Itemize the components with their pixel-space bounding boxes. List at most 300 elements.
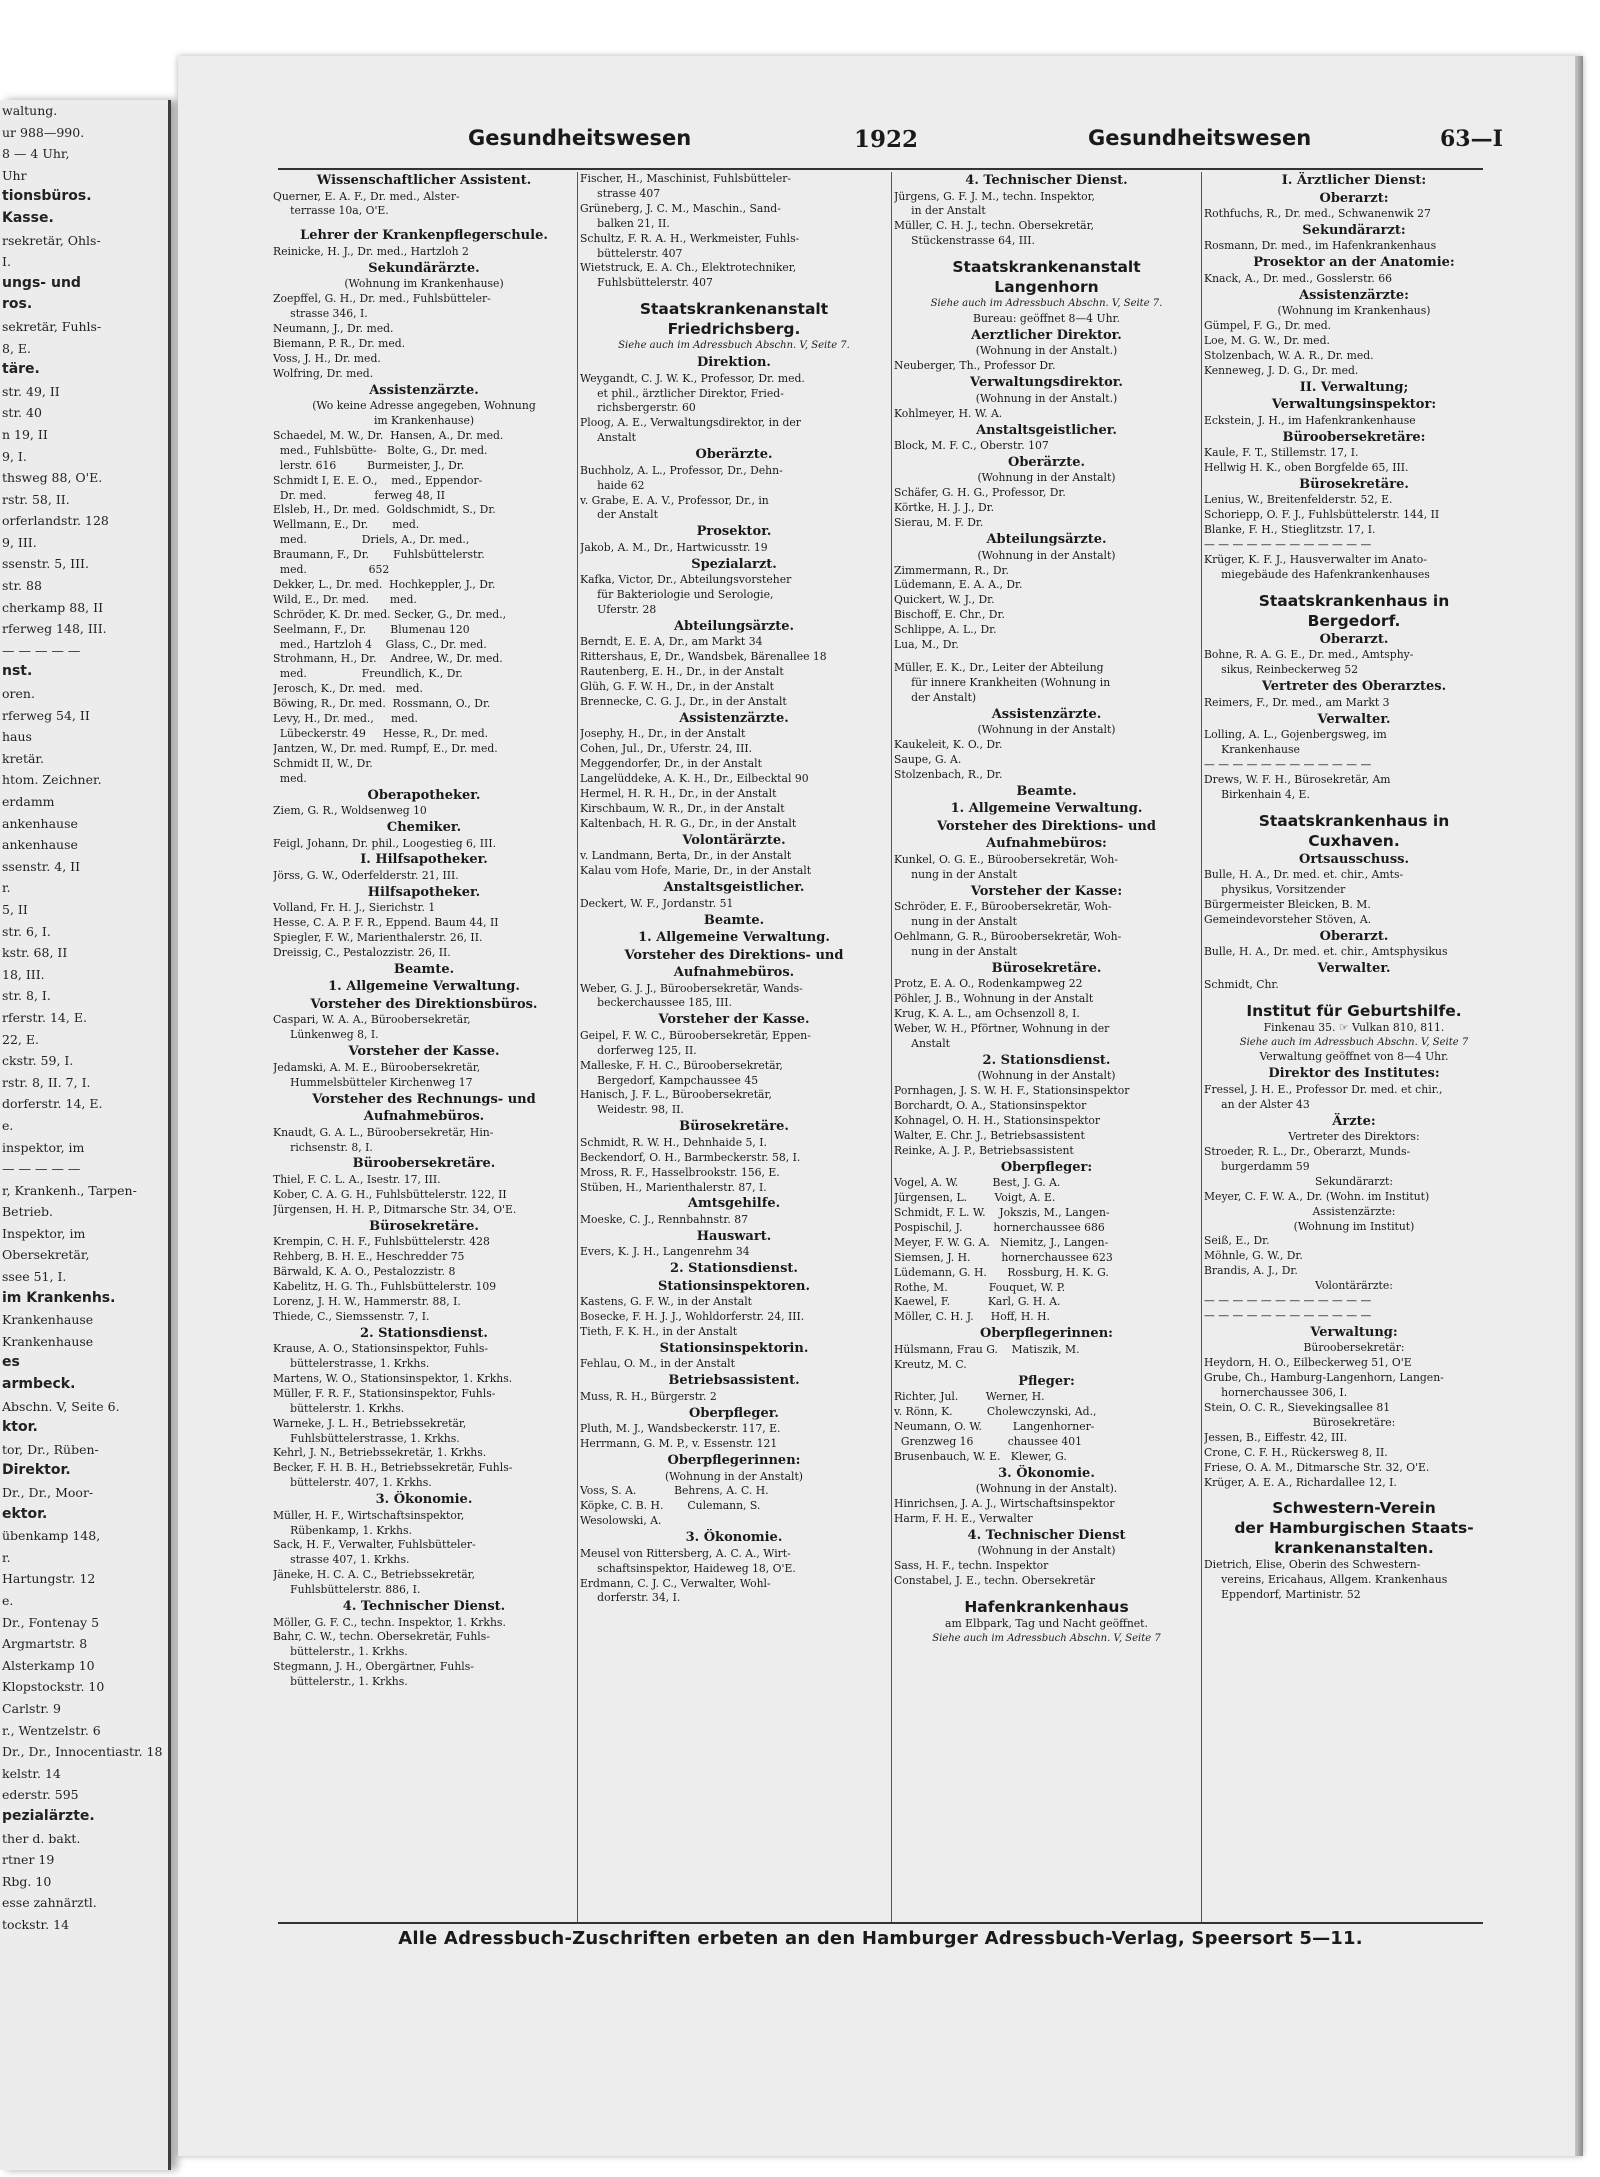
section-heading: 3. Ökonomie.	[685, 1530, 783, 1546]
strip-line: 8 — 4 Uhr,	[2, 146, 70, 162]
strip-line: orferlandstr. 128	[2, 513, 109, 529]
entry-line: Meyer, F. W. G. A. Niemitz, J., Langen-	[894, 1235, 1109, 1249]
entry-line: strasse 407	[580, 186, 661, 200]
strip-line: Alsterkamp 10	[2, 1657, 95, 1673]
strip-line: n 19, II	[2, 426, 48, 442]
header-right-title: Gesundheitswesen	[1088, 126, 1312, 150]
entry-line: Kaewel, F. Karl, G. H. A.	[894, 1295, 1061, 1309]
strip-line: r.	[2, 1549, 11, 1565]
section-heading: Aufnahmebüros.	[363, 1109, 485, 1125]
entry-line: Jäneke, H. C. A. C., Betriebssekretär,	[273, 1568, 476, 1582]
entry-line: Hermel, H. R. H., Dr., in der Anstalt	[580, 787, 777, 801]
entry-line: hornerchaussee 306, I.	[1204, 1386, 1348, 1400]
entry-line: Schlippe, A. L., Dr.	[894, 623, 997, 637]
strip-line: rferweg 54, II	[2, 707, 90, 723]
section-heading: I. Hilfsapotheker.	[360, 852, 488, 868]
institution-title: Staatskrankenanstalt	[952, 258, 1141, 277]
entry-line: Stolzenbach, R., Dr.	[894, 767, 1003, 781]
entry-line: richsenstr. 8, I.	[273, 1140, 373, 1154]
entry-line: Weidestr. 98, II.	[580, 1103, 684, 1117]
section-heading: Volontärärzte.	[682, 832, 786, 848]
section-heading: Beamte.	[1016, 783, 1077, 799]
entry-line: haide 62	[580, 478, 645, 492]
entry-line: Krause, A. O., Stationsinspektor, Fuhls-	[273, 1342, 489, 1356]
entry-line: — — — — — — — — — — — —	[1204, 757, 1372, 771]
entry-line: der Anstalt	[580, 508, 658, 522]
entry-line: der Anstalt)	[894, 690, 977, 704]
entry-line: Moeske, C. J., Rennbahnstr. 87	[580, 1212, 748, 1226]
entry-line: Jakob, A. M., Dr., Hartwicusstr. 19	[580, 540, 768, 554]
strip-line: ther d. bakt.	[2, 1830, 81, 1846]
entry-line: Feigl, Johann, Dr. phil., Loogestieg 6, III.	[273, 836, 497, 850]
section-heading: Oberärzte.	[1008, 454, 1085, 470]
section-heading: Aufnahmebüros:	[986, 836, 1107, 852]
section-heading: Bürosekretäre.	[1299, 476, 1409, 492]
entry-line: Bureau: geöffnet 8—4 Uhr.	[973, 312, 1120, 326]
section-heading: Hauswart.	[696, 1228, 772, 1244]
entry-line: Jantzen, W., Dr. med. Rumpf, E., Dr. med.	[273, 741, 498, 755]
entry-line: (Wohnung in der Anstalt)	[977, 548, 1116, 562]
entry-line: Fuhlsbüttelerstr. 407	[580, 276, 713, 290]
entry-line: im Krankenhause)	[373, 413, 475, 427]
entry-line: Meggendorfer, Dr., in der Anstalt	[580, 757, 762, 771]
section-heading: 2. Stationsdienst.	[360, 1325, 488, 1341]
entry-line: Lübeckerstr. 49 Hesse, R., Dr. med.	[273, 727, 489, 740]
entry-line: Anstalt	[894, 1036, 951, 1050]
strip-line: ankenhause	[2, 815, 78, 831]
entry-line: Knaudt, G. A. L., Büroobersekretär, Hin-	[273, 1125, 494, 1139]
entry-line: Seiß, E., Dr.	[1204, 1234, 1270, 1248]
entry-line: Voss, J. H., Dr. med.	[273, 351, 381, 365]
entry-line: Protz, E. A. O., Rodenkampweg 22	[894, 977, 1083, 991]
section-heading: I. Ärztlicher Dienst:	[1281, 173, 1427, 188]
entry-line: Meusel von Rittersberg, A. C. A., Wirt-	[580, 1546, 791, 1560]
entry-line: Thiel, F. C. L. A., Isestr. 17, III.	[273, 1172, 441, 1186]
entry-line: nung in der Anstalt	[894, 944, 1017, 958]
section-heading: Aufnahmebüros.	[673, 965, 795, 981]
strip-line: ungs- und	[2, 274, 81, 291]
entry-line: et phil., ärztlicher Direktor, Fried-	[580, 386, 784, 400]
entry-line: Dietrich, Elise, Oberin des Schwestern-	[1204, 1558, 1421, 1572]
entry-line: (Wohnung in der Anstalt)	[977, 471, 1116, 485]
entry-line: Stückenstrasse 64, III.	[894, 234, 1035, 248]
entry-line: Bischoff, E. Chr., Dr.	[894, 608, 1005, 622]
entry-line: Hesse, C. A. P. F. R., Eppend. Baum 44, II	[273, 916, 499, 930]
entry-line: Schmidt, R. W. H., Dehnhaide 5, I.	[580, 1135, 767, 1149]
section-heading: Büroobersekretäre:	[1282, 429, 1426, 445]
entry-line: Volland, Fr. H. J., Sierichstr. 1	[273, 901, 436, 915]
entry-line: Sierau, M. F. Dr.	[894, 516, 984, 530]
entry-line: Müller, H. F., Wirtschaftsinspektor,	[273, 1508, 465, 1522]
strip-line: tionsbüros.	[2, 188, 92, 205]
strip-line: ros.	[2, 296, 33, 313]
institution-title: Staatskrankenhaus in	[1258, 591, 1450, 610]
section-heading: Verwaltungsinspektor:	[1271, 397, 1437, 413]
entry-line: Tieth, F. K. H., in der Anstalt	[580, 1325, 738, 1339]
entry-line: Grube, Ch., Hamburg-Langenhorn, Langen-	[1204, 1371, 1444, 1385]
entry-line: — — — — — — — — — — — —	[1204, 1309, 1372, 1322]
section-heading: Prosektor an der Anatomie:	[1253, 255, 1455, 271]
entry-line: büttelerstr., 1. Krkhs.	[273, 1645, 408, 1659]
entry-line: (Wohnung in der Anstalt.)	[975, 391, 1118, 405]
entry-line: (Wohnung in der Anstalt)	[977, 1544, 1116, 1558]
section-heading: Verwaltungsdirektor.	[970, 375, 1123, 391]
entry-line: Vertreter des Direktors:	[1288, 1130, 1420, 1144]
entry-line: schaftsinspektor, Haideweg 18, O'E.	[580, 1561, 796, 1575]
entry-line: Glüh, G. F. W. H., Dr., in der Anstalt	[580, 680, 774, 694]
entry-line: Heydorn, H. O., Eilbeckerweg 51, O'E	[1204, 1356, 1412, 1370]
strip-line: tor, Dr., Rüben-	[2, 1441, 99, 1457]
entry-line: Rautenberg, E. H., Dr., in der Anstalt	[580, 665, 784, 679]
entry-line: Bulle, H. A., Dr. med. et. chir., Amtsphysikus	[1204, 945, 1448, 959]
strip-line: Dr., Dr., Moor-	[2, 1485, 94, 1500]
strip-line: Argmartstr. 8	[2, 1636, 88, 1652]
entry-line: Büroobersekretär:	[1303, 1341, 1405, 1355]
section-heading: Oberarzt:	[1319, 190, 1389, 206]
section-heading: Bürosekretäre.	[991, 960, 1102, 976]
strip-line: 18, III.	[2, 966, 45, 982]
entry-line: an der Alster 43	[1204, 1097, 1310, 1111]
entry-line: Braumann, F., Dr. Fuhlsbüttelerstr.	[273, 548, 485, 562]
entry-line: Bärwald, K. A. O., Pestalozzistr. 8	[273, 1264, 456, 1278]
entry-line: Ploog, A. E., Verwaltungsdirektor, in der	[580, 416, 801, 430]
entry-line: Jörss, G. W., Oderfelderstr. 21, III.	[273, 868, 459, 882]
strip-line: rferstr. 14, E.	[2, 1009, 87, 1025]
entry-line: Schaedel, M. W., Dr. Hansen, A., Dr. med.	[273, 428, 504, 442]
entry-line: physikus, Vorsitzender	[1204, 883, 1346, 897]
section-heading: 1. Allgemeine Verwaltung.	[950, 801, 1143, 817]
entry-line: Jessen, B., Eiffestr. 42, III.	[1204, 1430, 1348, 1444]
strip-line: r, Krankenh., Tarpen-	[2, 1182, 137, 1198]
strip-line: e.	[2, 1592, 14, 1608]
entry-line: Schmidt I, E. E. O., med., Eppendor-	[273, 473, 483, 487]
section-heading: Assistenzärzte:	[1299, 287, 1409, 303]
strip-line: armbeck.	[2, 1376, 76, 1393]
entry-line: Wesolowski, A.	[580, 1514, 662, 1528]
entry-line	[894, 1589, 1199, 1597]
entry-line: Zimmermann, R., Dr.	[894, 563, 1009, 577]
strip-line: Direktor.	[2, 1462, 71, 1479]
entry-line: (Wohnung in der Anstalt)	[977, 723, 1116, 737]
entry-line: Stüben, H., Marienthalerstr. 87, I.	[580, 1180, 767, 1194]
column-1	[273, 172, 575, 1920]
header-year: 1922	[854, 126, 919, 153]
entry-line: Weber, W. H., Pförtner, Wohnung in der	[894, 1021, 1110, 1035]
entry-line	[273, 219, 575, 227]
entry-line: büttelerstr. 407	[580, 246, 683, 260]
section-heading: Oberärzte.	[695, 447, 773, 463]
entry-line: Brandis, A. J., Dr.	[1204, 1264, 1298, 1278]
entry-line: Kohlmeyer, H. W. A.	[894, 406, 1003, 420]
entry-line: Kalau vom Hofe, Marie, Dr., in der Anstalt	[580, 864, 812, 878]
entry-line: Fehlau, O. M., in der Anstalt	[580, 1357, 735, 1371]
section-heading: Ortsausschuss.	[1299, 851, 1409, 867]
strip-line: oren.	[2, 686, 35, 702]
entry-line: Kohnagel, O. H. H., Stationsinspektor	[894, 1113, 1101, 1127]
entry-line: Malleske, F. H. C., Büroobersekretär,	[580, 1058, 783, 1072]
entry-line: Rübenkamp, 1. Krkhs.	[273, 1523, 412, 1537]
entry-line: Hülsmann, Frau G. Matiszik, M.	[894, 1342, 1080, 1356]
entry-line: Wolfring, Dr. med.	[273, 366, 374, 380]
entry-line: Kabelitz, H. G. Th., Fuhlsbüttelerstr. 109	[273, 1279, 497, 1293]
section-heading: 2. Stationsdienst.	[670, 1261, 798, 1277]
entry-line: — — — — — — — — — — — —	[1204, 538, 1372, 552]
entry-line: Biemann, P. R., Dr. med.	[273, 336, 406, 350]
strip-line: Obersekretär,	[2, 1247, 90, 1263]
column-divider	[1201, 172, 1202, 1922]
strip-line: kelstr. 14	[2, 1765, 61, 1781]
entry-line: Kaltenbach, H. R. G., Dr., in der Anstalt	[580, 816, 797, 830]
entry-line	[1204, 803, 1504, 811]
strip-line: dorferstr. 14, E.	[2, 1096, 103, 1112]
entry-line: terrasse 10a, O'E.	[273, 204, 389, 218]
entry-line: Krug, K. A. L., am Ochsenzoll 8, I.	[894, 1007, 1080, 1021]
entry-line: Rothfuchs, R., Dr. med., Schwanenwik 27	[1204, 207, 1431, 220]
section-heading: Lehrer der Krankenpflegerschule.	[300, 228, 548, 244]
entry-line: Friese, O. A. M., Ditmarsche Str. 32, O'E.	[1204, 1460, 1430, 1474]
entry-line: Grüneberg, J. C. M., Maschin., Sand-	[580, 201, 781, 215]
cross-reference: Siehe auch im Adressbuch Abschn. V, Seite 7.	[930, 298, 1163, 310]
entry-line: Kreutz, M. C.	[894, 1357, 967, 1371]
entry-line: Weygandt, C. J. W. K., Professor, Dr. med.	[580, 371, 805, 385]
strip-line: Betrieb.	[2, 1204, 53, 1220]
entry-line: lerstr. 616 Burmeister, J., Dr.	[273, 458, 465, 472]
strip-line: str. 8, I.	[2, 988, 51, 1004]
entry-line	[894, 249, 1199, 257]
entry-line: Quickert, W. J., Dr.	[894, 593, 995, 607]
strip-line: ur 988—990.	[2, 124, 85, 140]
entry-line: Martens, W. O., Stationsinspektor, 1. Krkhs.	[273, 1371, 513, 1385]
strip-line: rferweg 148, III.	[2, 621, 107, 637]
entry-line: Weber, G. J. J., Büroobersekretär, Wands-	[580, 981, 803, 995]
entry-line: (Wo keine Adresse angegeben, Wohnung	[312, 399, 536, 413]
section-heading: Beamte.	[703, 912, 765, 928]
strip-line: thsweg 88, O'E.	[2, 470, 103, 486]
cross-reference: Siehe auch im Adressbuch Abschn. V, Seite 7	[932, 1632, 1161, 1644]
entry-line: Kunkel, O. G. E., Büroobersekretär, Woh-	[894, 852, 1118, 866]
entry-line: Gemeindevorsteher Stöven, A.	[1204, 912, 1372, 926]
strip-line: — — — — —	[2, 642, 81, 658]
section-heading: Assistenzärzte.	[369, 382, 479, 398]
strip-line: ektor.	[2, 1505, 48, 1522]
entry-line	[580, 291, 888, 299]
entry-line: Walter, E. Chr. J., Betriebsassistent	[894, 1128, 1085, 1142]
section-heading: Oberpflegerinnen:	[980, 1326, 1113, 1342]
entry-line: Block, M. F. C., Oberstr. 107	[894, 439, 1049, 453]
strip-line: str. 40	[2, 405, 42, 421]
entry-line: büttelerstr. 407, 1. Krkhs.	[273, 1476, 432, 1490]
section-heading: Pfleger:	[1018, 1373, 1075, 1389]
entry-line: Voss, S. A. Behrens, A. C. H.	[580, 1484, 769, 1498]
entry-line: Josephy, H., Dr., in der Anstalt	[580, 727, 746, 741]
entry-line: nung in der Anstalt	[894, 915, 1017, 928]
entry-line: Bohne, R. A. G. E., Dr. med., Amtsphy-	[1204, 648, 1414, 662]
entry-line: (Wohnung in der Anstalt)	[977, 1069, 1116, 1083]
entry-line: med. Freundlich, K., Dr.	[273, 667, 463, 681]
institution-title: der Hamburgischen Staats-	[1234, 1519, 1474, 1538]
header-rule	[278, 168, 1483, 170]
entry-line: v. Landmann, Berta, Dr., in der Anstalt	[580, 849, 792, 863]
section-heading: Verwaltung:	[1310, 1324, 1398, 1340]
entry-line: Bergedorf, Kampchaussee 45	[580, 1073, 759, 1087]
section-heading: Vorsteher der Kasse.	[658, 1012, 810, 1028]
section-heading: Ärzte:	[1332, 1113, 1376, 1129]
entry-line: Reinke, A. J. P., Betriebsassistent	[894, 1143, 1074, 1157]
entry-line: Erdmann, C. J. C., Verwalter, Wohl-	[580, 1576, 771, 1590]
entry-line: (Wohnung im Institut)	[1293, 1219, 1415, 1233]
entry-line: Blanke, F. H., Stieglitzstr. 17, I.	[1204, 523, 1376, 537]
strip-line: 9, I.	[2, 448, 27, 464]
entry-line: (Wohnung im Krankenhaus)	[1277, 304, 1431, 318]
strip-line: tockstr. 14	[2, 1916, 70, 1932]
entry-line: Sass, H. F., techn. Inspektor	[894, 1559, 1049, 1573]
entry-line: Fressel, J. H. E., Professor Dr. med. et chir.,	[1204, 1082, 1443, 1096]
entry-line	[1204, 993, 1504, 1001]
entry-line: Harm, F. H. E., Verwalter	[894, 1511, 1033, 1525]
entry-line: Hinrichsen, J. A. J., Wirtschaftsinspektor	[894, 1497, 1115, 1510]
institution-title: Hafenkrankenhaus	[964, 1598, 1129, 1617]
strip-line: I.	[2, 254, 11, 270]
entry-line: Eppendorf, Martinistr. 52	[1204, 1588, 1361, 1602]
strip-line: 22, E.	[2, 1031, 39, 1047]
strip-line: Carlstr. 9	[2, 1700, 61, 1716]
section-heading: Vorsteher des Direktionsbüros.	[310, 996, 538, 1012]
entry-line: (Wohnung in der Anstalt.)	[975, 344, 1118, 358]
entry-line: Oehlmann, G. R., Büroobersekretär, Woh-	[894, 929, 1122, 943]
section-heading: Spezialarzt.	[691, 556, 777, 572]
entry-line: Stein, O. C. R., Sievekingsallee 81	[1204, 1401, 1391, 1415]
strip-line: str. 49, II	[2, 383, 60, 399]
entry-line: Langelüddeke, A. K. H., Dr., Eilbecktal 90	[580, 772, 809, 786]
entry-line: Ziem, G. R., Woldsenweg 10	[273, 804, 427, 818]
entry-line: Crone, C. F. H., Rückersweg 8, II.	[1204, 1445, 1388, 1459]
strip-line: Dr., Dr., Innocentiastr. 18	[2, 1744, 163, 1760]
strip-line: — — — — —	[2, 1161, 81, 1177]
entry-line: Volontärärzte:	[1315, 1279, 1393, 1293]
entry-line: Cohen, Jul., Dr., Uferstr. 24, III.	[580, 742, 753, 756]
entry-line: Grenzweg 16 chaussee 401	[894, 1434, 1083, 1448]
section-heading: Vorsteher des Rechnungs- und	[312, 1091, 536, 1107]
entry-line: Fuhlsbüttelerstrasse, 1. Krkhs.	[273, 1431, 460, 1445]
entry-line: miegebäude des Hafenkrankenhauses	[1204, 568, 1430, 581]
institution-title: krankenanstalten.	[1274, 1539, 1434, 1558]
section-heading: Amtsgehilfe.	[687, 1196, 781, 1212]
entry-line: Lorenz, J. H. W., Hammerstr. 88, I.	[273, 1294, 461, 1308]
section-heading: Hilfsapotheker.	[367, 884, 481, 900]
section-heading: 4. Technischer Dienst.	[342, 1599, 506, 1615]
strip-line: täre.	[2, 361, 40, 378]
strip-line: htom. Zeichner.	[2, 772, 102, 788]
section-heading: Direktion.	[697, 355, 771, 371]
entry-line: Bürosekretäre:	[1312, 1415, 1396, 1429]
entry-line: beckerchaussee 185, III.	[580, 996, 732, 1010]
section-heading: Wissenschaftlicher Assistent.	[316, 173, 532, 188]
entry-line: Lüdemann, E. A. A., Dr.	[894, 578, 1023, 592]
entry-line: Knack, A., Dr. med., Gosslerstr. 66	[1204, 271, 1393, 285]
section-heading: Verwalter.	[1317, 961, 1391, 977]
entry-line: Dreissig, C., Pestalozzistr. 26, II.	[273, 946, 451, 960]
entry-line: büttelerstrasse, 1. Krkhs.	[273, 1356, 430, 1370]
entry-line: Kober, C. A. G. H., Fuhlsbüttelerstr. 122, II	[273, 1187, 507, 1201]
entry-line: Birkenhain 4, E.	[1204, 787, 1310, 801]
entry-line: Reinicke, H. J., Dr. med., Hartzloh 2	[273, 244, 469, 258]
entry-line: Müller, E. K., Dr., Leiter der Abteilung	[894, 660, 1104, 674]
entry-line: vereins, Ericahaus, Allgem. Krankenhaus	[1204, 1573, 1448, 1587]
strip-line: haus	[2, 729, 32, 745]
strip-line: Dr., Fontenay 5	[2, 1614, 100, 1630]
previous-page-strip	[0, 100, 171, 2170]
section-heading: Oberarzt.	[1319, 928, 1389, 944]
entry-line: med., Fuhlsbütte- Bolte, G., Dr. med.	[273, 443, 488, 457]
strip-line: Hartungstr. 12	[2, 1571, 96, 1587]
entry-line: Rosmann, Dr. med., im Hafenkrankenhaus	[1204, 239, 1437, 253]
institution-title: Schwestern-Verein	[1272, 1499, 1436, 1518]
entry-line: med.	[273, 771, 307, 785]
entry-line: Pluth, M. J., Wandsbeckerstr. 117, E.	[580, 1422, 781, 1436]
entry-line: — — — — — — — — — — — —	[1204, 1294, 1372, 1308]
entry-line: Wietstruck, E. A. Ch., Elektrotechniker,	[580, 261, 797, 275]
entry-line: Lenius, W., Breitenfelderstr. 52, E.	[1204, 493, 1393, 507]
institution-title: Langenhorn	[994, 278, 1099, 297]
strip-line: e.	[2, 1117, 14, 1133]
entry-line: Stegmann, J. H., Obergärtner, Fuhls-	[273, 1660, 474, 1674]
entry-line: Herrmann, G. M. P., v. Essenstr. 121	[580, 1437, 778, 1451]
strip-line: Abschn. V, Seite 6.	[2, 1398, 120, 1414]
entry-line: Rittershaus, E, Dr., Wandsbek, Bärenallee 18	[580, 650, 827, 664]
entry-line: Evers, K. J. H., Langenrehm 34	[580, 1245, 750, 1259]
entry-line: Bürgermeister Bleicken, B. M.	[1204, 897, 1371, 911]
entry-line: Wild, E., Dr. med. med.	[273, 592, 417, 606]
section-heading: Oberpfleger:	[1000, 1159, 1093, 1175]
entry-line: Muss, R. H., Bürgerstr. 2	[580, 1389, 717, 1403]
entry-line: Becker, F. H. B. H., Betriebssekretär, Fuhls-	[273, 1461, 513, 1475]
entry-line: büttelerstr. 1. Krkhs.	[273, 1401, 405, 1415]
entry-line: Krempin, C. H. F., Fuhlsbüttelerstr. 428	[273, 1235, 490, 1249]
section-heading: 1. Allgemeine Verwaltung.	[638, 930, 830, 946]
entry-line: nung in der Anstalt	[894, 867, 1017, 881]
entry-line: Schultz, F. R. A. H., Werkmeister, Fuhls-	[580, 231, 800, 245]
entry-line: Deckert, W. F., Jordanstr. 51	[580, 896, 734, 910]
institution-title: Cuxhaven.	[1308, 831, 1400, 850]
entry-line: Sekundärarzt:	[1314, 1174, 1393, 1188]
strip-line: rtner 19	[2, 1852, 55, 1868]
strip-line: Inspektor, im	[2, 1225, 86, 1241]
entry-line: Siemsen, J. H. hornerchaussee 623	[894, 1250, 1113, 1264]
section-heading: 3. Ökonomie.	[998, 1465, 1095, 1481]
strip-line: kstr. 68, II	[2, 945, 68, 961]
strip-line: waltung.	[2, 103, 58, 118]
column-divider	[577, 172, 578, 1922]
entry-line: Brusenbauch, W. E. Klewer, G.	[894, 1449, 1067, 1463]
section-heading: Vorsteher des Direktions- und	[937, 818, 1156, 834]
entry-line: Brennecke, C. G. J., Dr., in der Anstalt	[580, 695, 787, 709]
strip-line: rsekretär, Ohls-	[2, 232, 101, 248]
strip-line: ederstr. 595	[2, 1787, 79, 1803]
strip-line: 8, E.	[2, 340, 31, 356]
strip-line: Krankenhause	[2, 1312, 94, 1328]
entry-line: für innere Krankheiten (Wohnung in	[894, 675, 1111, 689]
institution-title: Bergedorf.	[1307, 611, 1401, 630]
entry-line: Zoepffel, G. H., Dr. med., Fuhlsbütteler-	[273, 292, 491, 306]
strip-line: ssee 51, I.	[2, 1269, 67, 1285]
entry-line: Meyer, C. F. W. A., Dr. (Wohn. im Institut)	[1204, 1189, 1430, 1203]
section-heading: 2. Stationsdienst.	[982, 1052, 1111, 1068]
cross-reference: Siehe auch im Adressbuch Abschn. V, Seite 7	[1239, 1036, 1469, 1048]
section-heading: Chemiker.	[386, 820, 462, 836]
strip-line: rstr. 58, II.	[2, 491, 70, 507]
strip-line: es	[2, 1354, 20, 1371]
section-heading: Assistenzärzte.	[679, 710, 789, 726]
